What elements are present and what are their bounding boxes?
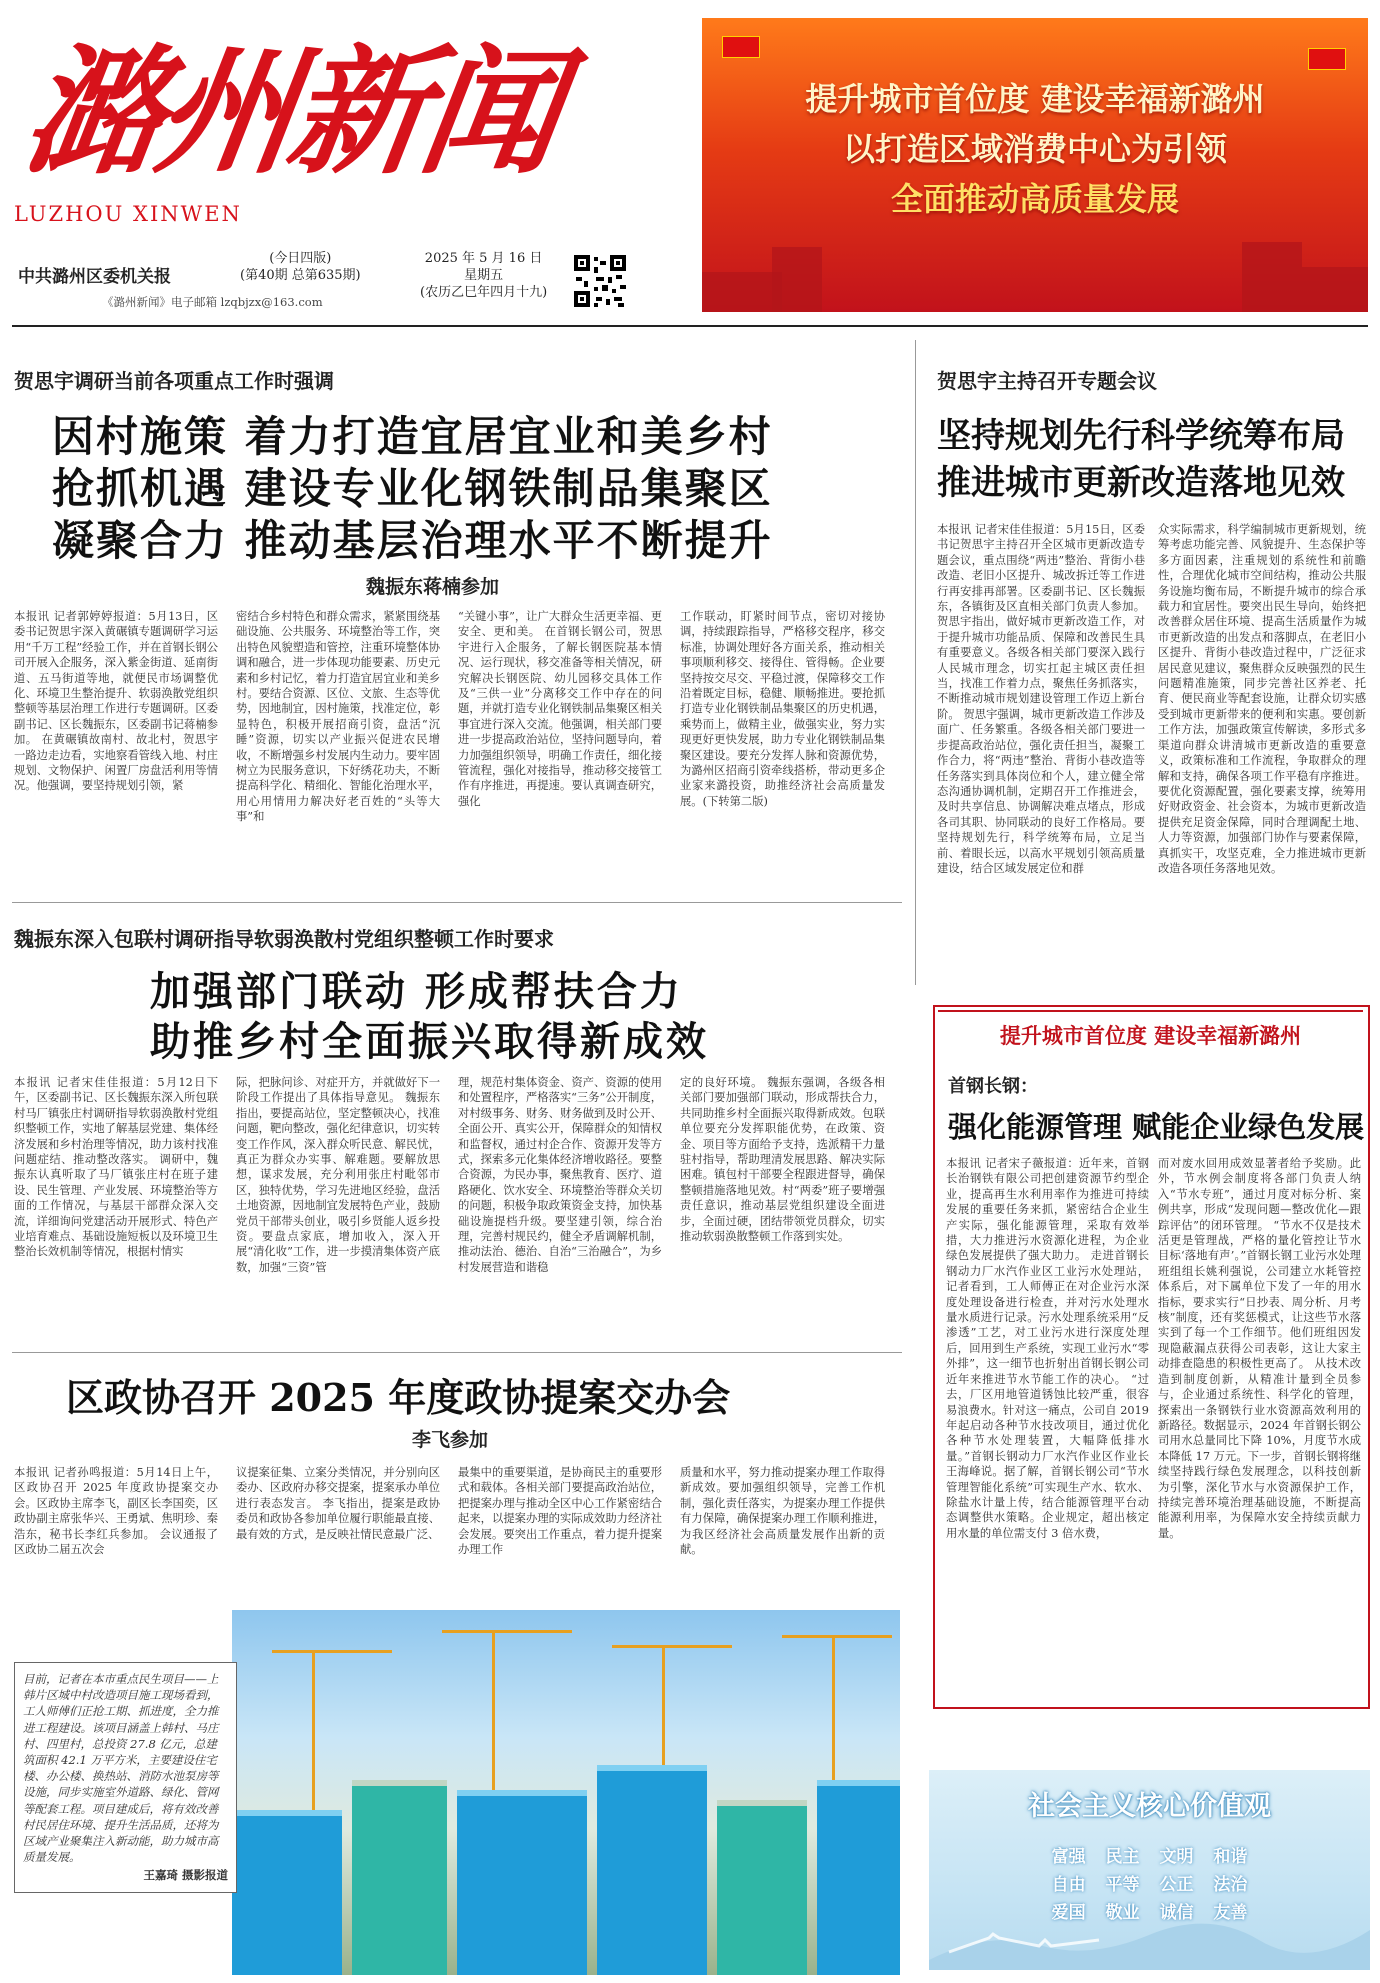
story3-column-2: 际，把脉问诊、对症开方，并就做好下一阶段工作提出了具体指导意见。 魏振东指出，要提高站位，坚定整顿决心，找准问题，靶向整改，强化纪律意识，切实转变工作作风，深入群众听民意、解民忧，真正为群众办实事、解难题。要解放思想，谋求发展，充分利用张庄村毗邻市区，独特优势，学习先进地区经验，盘活土地资源，因地制宜发展特色产业，鼓励党员干部带头创业，吸引乡贤能人返乡投资。要盘点家底，增加收入，深入开展“清化收”工作，进一步摸清集体资产底数，加强“三资”管 bbox=[236, 1076, 440, 1274]
publisher-name: 中共潞州区委机关报 bbox=[18, 267, 171, 287]
story4-column-1: 本报讯 记者孙鸣报道：5月14日上午，区政协召开 2025 年度政协提案交办会。区政协主席李飞，副区长李国奕，区政协副主席张华兴、王勇斌、焦明珍、秦浩东，秘书长李红兵参加。 会议通报了区政协二届五次会 bbox=[14, 1466, 218, 1557]
story2-headline-2: 推进城市更新改造落地见效 bbox=[937, 463, 1345, 503]
story2-kicker: 贺思宇主持召开专题会议 bbox=[937, 369, 1157, 393]
story4-headline: 区政协召开 2025 年度政协提案交办会 bbox=[66, 1375, 731, 1420]
date-weekday: 星期五 bbox=[464, 268, 504, 283]
story1-column-4: 工作联动，盯紧时间节点，密切对接协调，持续跟踪指导，严格移交程序，移交标准，协调处理好各方面关系，推动相关事项顺利移交、接得住、管得畅。企业要坚持按交尽交、平稳过渡，保障移交工作沿着既定目标，稳健、顺畅推进。要抢抓打造专业化钢铁制品集聚区的历史机遇，乘势而上，做精主业，做强实业，努力实现更好更快发展，助力专业化钢铁制品集聚区建设。要充分发挥人脉和资源优势，为潞州区招商引资牵线搭桥，带动更多企业家来潞投资，助推经济社会高质量发展。(下转第二版) bbox=[680, 610, 885, 808]
photo-credit: 王嘉琦 摄影报道 bbox=[143, 1868, 228, 1883]
qr-code-icon[interactable] bbox=[572, 250, 628, 312]
column-divider bbox=[915, 340, 916, 985]
feature-headline: 强化能源管理 赋能企业绿色发展 bbox=[948, 1110, 1365, 1144]
edition-pages: (今日四版) bbox=[269, 251, 332, 266]
story2-column-1: 本报讯 记者宋佳佳报道：5月15日，区委书记贺思宇主持召开全区城市更新改造专题会议，重点围绕“两违”整治、背街小巷改造、老旧小区提升、城改拆迁等工作进行再安排再部署。区委副书记、区长魏振东，各镇街及区直相关部门负责人参加。 贺思宇指出，做好城市更新改造工作，对于提升城市功能品质、保障和改善民生具有重要意义。各级各相关部门要深入践行人民城市理念，切实扛起主城区责任担当，找准工作着力点，聚焦任务抓落实，不断推动城市规划建设管理工作迈上新台阶。 贺思宇强调，城市更新改造工作涉及面广、任务繁重。各级各相关部门要进一步提高政治站位，强化责任担当，凝聚工作合力，将“两违”整治、背街小巷改造等任务落实到具体岗位和个人，建立健全常态沟通协调机制，定期召开工作推进会，及时共享信息、协调解决难点堵点，形成各司其职、协同联动的良好工作格局。要坚持规划先行，科学统筹布局，立足当前、着眼长远，以高水平规划引领高质量建设，结合区域发展定位和群 bbox=[937, 523, 1145, 875]
logo-pinyin: LUZHOU XINWEN bbox=[14, 202, 242, 226]
banner-line-3: 全面推动高质量发展 bbox=[890, 180, 1179, 218]
edition-number: (第40期 总第635期) bbox=[240, 268, 361, 283]
story4-column-2: 议提案征集、立案分类情况，并分别向区委办、区政府办移交提案，提案承办单位进行表态发言。 李飞指出，提案是政协委员和政协各参加单位履行职能最直接、最有效的方式，是反映社情民意最广泛、 bbox=[236, 1466, 440, 1541]
story1-column-1: 本报讯 记者郭婷婷报道：5月13日，区委书记贺思宇深入黄碾镇专题调研学习运用“千万工程”经验工作，并在首钢长钢公司开展入企服务，深入紫金街道、延南街道、五马街道等地，就便民市场调整优化、环境卫生整治提升、软弱涣散党组织整顿等基层治理工作进行专题调研。区委副书记、区长魏振东，区委副书记蒋楠参加。 在黄碾镇故南村、故北村，贺思宇一路边走边看，实地察看管线入地、村庄规划、文物保护、闲置厂房盘活利用等情况。他强调，要坚持规划引领，紧 bbox=[14, 610, 218, 793]
story2-headline-1: 坚持规划先行科学统筹布局 bbox=[937, 416, 1345, 456]
story4-column-4: 质量和水平，努力推动提案办理工作取得新成效。要加强组织领导，完善工作机制，强化责任落实，为提案办理工作提供有力保障，确保提案办理工作顺利推进，为我区经济社会高质量发展作出新的贡献。 bbox=[680, 1466, 885, 1557]
story1-column-3: “关键小事”，让广大群众生活更幸福、更安全、更和美。 在首钢长钢公司，贺思宇进行入企服务，了解长钢医院基本情况、运行现状，移交准备等相关情况，研究解决长钢医院、幼儿园移交具体工作及“三供一业”分离移交工作中存在的问题，并就打造专业化钢铁制品集聚区相关事宜进行深入交流。他强调，相关部门要进一步提高政治站位，坚持问题导向，着力加强组织领导，明确工作责任，细化接管流程，强化对接指导，推动移交接管工作有序推进，再提速。要认真调查研究，强化 bbox=[458, 610, 662, 808]
feature-section-title: 提升城市首位度 建设幸福新潞州 bbox=[999, 1023, 1302, 1048]
core-values-row-2: 自由 平等 公正 法治 bbox=[1051, 1875, 1248, 1895]
core-values-ad bbox=[929, 1770, 1370, 1970]
newspaper-logo bbox=[14, 12, 566, 193]
section-rule bbox=[12, 902, 902, 903]
feature-company: 首钢长钢： bbox=[948, 1076, 1038, 1097]
story4-subhead: 李飞参加 bbox=[412, 1429, 489, 1451]
edition-info bbox=[240, 250, 361, 284]
core-values-row-3: 爱国 敬业 诚信 友善 bbox=[1051, 1903, 1248, 1923]
story3-headline-1: 加强部门联动 形成帮扶合力 bbox=[150, 968, 683, 1015]
date-lunar: (农历乙巳年四月十九) bbox=[420, 285, 548, 300]
story2-column-2: 众实际需求，科学编制城市更新规划，统筹考虑功能完善、风貌提升、生态保护等多方面因素，注重规划的系统性和前瞻性，合理优化城市空间结构，推动公共服务设施均衡布局，不断提升城市的综合承载力和宜居性。要突出民生导向，始终把改善群众居住环境、提高生活质量作为城市更新改造的出发点和落脚点，在老旧小区提升、背街小巷改造过程中，广泛征求居民意见建议，聚焦群众反映强烈的民生问题精准施策，同步完善社区养老、托育、便民商业等配套设施，让群众切实感受到城市更新带来的便利和实惠。要创新工作方法，加强政策宣传解读，多形式多渠道向群众讲清城市更新改造的重要意义，政策标准和工作流程，争取群众的理解和支持，确保各项工作平稳有序推进。要优化资源配置，强化要素支撑，统筹用好财政资金、社会资本，为城市更新改造提供充足资金保障，同时合理调配土地、人力等资源，加强部门协作与要素保障，真抓实干，攻坚克难，全力推进城市更新改造各项任务落地见效。 bbox=[1158, 523, 1366, 875]
feature-column-2: 而对废水回用成效显著者给予奖励。此外，节水例会制度将各部门负责人纳入“节水专班”，通过月度对标分析、案例共享，形成“发现问题—整改优化—跟踪评估”的闭环管理。 “节水不仅是技术活更是管理战，严格的量化管控让节水目标‘落地有声’。”首钢长钢工业污水处理班组组长姚利强说，公司建立水耗管控体系后，对下属单位下发了一年的用水指标，要求实行“日抄表、周分析、月考核”制度，还有奖惩模式，让这些节水落实到了每一个工作细节。他们班组因发现隐蔽漏点获得公司表彰，这让大家主动排查隐患的积极性更高了。 从技术改造到制度创新，从精准计量到全员参与，企业通过系统性、科学化的管理，探索出一条钢铁行业水资源高效利用的新路径。数据显示，2024 年首钢长钢公司用水总量同比下降 10%，月度节水成本降低 17 万元。下一步，首钢长钢将继续坚持践行绿色发展理念，以科技创新为引擎，深化节水与水资源保护工作，持续完善环境治理基础设施，不断提高能源利用率，为保障水安全持续贡献力量。 bbox=[1158, 1157, 1361, 1540]
logo-calligraphy: 潞州新闻 bbox=[14, 30, 566, 193]
email-line: 《潞州新闻》电子邮箱 lzqbjzx@163.com bbox=[102, 295, 323, 309]
feature-top-bar bbox=[938, 1010, 1363, 1012]
photo-caption bbox=[14, 1662, 237, 1893]
banner-line-2: 以打造区域消费中心为引领 bbox=[842, 130, 1227, 168]
story1-subhead: 魏振东蒋楠参加 bbox=[366, 576, 500, 598]
story4-column-3: 最集中的重要渠道，是协商民主的重要形式和载体。各相关部门要提高政治站位，把提案办理与推动全区中心工作紧密结合起来，以提案办理的实际成效助力经济社会发展。要突出工作重点，着力提升提案办理工作 bbox=[458, 1466, 662, 1557]
section-rule bbox=[12, 1352, 902, 1353]
story1-kicker: 贺思宇调研当前各项重点工作时强调 bbox=[14, 369, 334, 393]
core-values-title: 社会主义核心价值观 bbox=[1028, 1791, 1271, 1822]
construction-site-photo bbox=[232, 1610, 900, 1975]
photo-caption-text: 目前，记者在本市重点民生项目——上韩片区城中村改造项目施工现场看到，工人师傅们正抢工期、抓进度，全力推进工程建设。该项目涵盖上韩村、马庄村、四里村，总投资 27.8 亿元，总建筑面积 42.1 万平方米，主要建设住宅楼、办公楼、换热站、消防水池泵房等设施，同步实施室外道路、绿化、管网等配套工程。项目建成后，将有效改善村民居住环境、提升生活品质，还将为区域产业聚集注入新动能，助力城市高质量发展。 bbox=[23, 1672, 219, 1865]
story3-headline-2: 助推乡村全面振兴取得新成效 bbox=[150, 1018, 709, 1065]
story3-column-1: 本报讯 记者宋佳佳报道：5月12日下午，区委副书记、区长魏振东深入所包联村马厂镇张庄村调研指导软弱涣散村党组织整顿工作，实地了解基层党建、集体经济发展和乡村治理等情况，助力该村找准问题症结、推动整改落实。 调研中，魏振东认真听取了马厂镇张庄村在班子建设、民生管理、产业发展、环境整治等方面的工作情况，与基层干部群众深入交流，详细询问党建活动开展形式、特色产业培育难点、基础设施短板以及环境卫生整治长效机制等情况，根据村情实 bbox=[14, 1076, 218, 1259]
masthead-rule bbox=[12, 325, 1368, 327]
story1-headline-1: 因村施策 着力打造宜居宜业和美乡村 bbox=[52, 412, 773, 461]
story1-column-2: 密结合乡村特色和群众需求，紧紧围绕基础设施、公共服务、环境整治等工作，突出特色风貌塑造和管控，注重环境整体协调和融合，进一步体现功能要素、历史元素和乡村记忆，着力打造宜居宜业和美乡村。要结合资源、区位、文旅、生态等优势，因地制宜，因村施策，找准定位，彰显特色，积极开展招商引资，盘活“沉睡”资源，切实以产业振兴促进农民增收，不断增强乡村发展内生动力。要牢固树立为民服务意识，下好绣花功夫，不断提高科学化、精细化、智能化治理水平，用心用情用力解决好老百姓的“头等大事”和 bbox=[236, 610, 440, 824]
date-gregorian: 2025 年 5 月 16 日 bbox=[424, 251, 543, 266]
feature-column-1: 本报讯 记者宋子薇报道：近年来，首钢长治钢铁有限公司把创建资源节约型企业，提高再生水利用率作为推进可持续发展的重要任务来抓，紧密结合企业生产实际，强化能源管理，采取有效举措，大力推进污水资源化进程，为企业绿色发展提供了强大助力。 走进首钢长钢动力厂水汽作业区工业污水处理站，记者看到，工人师傅正在对企业污水深度处理设备进行检查，并对污水处理水量水质进行记录。污水处理系统采用“反渗透”工艺，对工业污水进行深度处理后，回用到生产系统，实现工业污水“零外排”，这一细节也折射出首钢长钢公司近年来推进节水节能工作的决心。 “过去，厂区用地管道锈蚀比较严重，很容易浪费水。针对这一痛点，公司自 2019 年起启动各种节水技改项目，通过优化各种节水处理装置，大幅降低排水量。”首钢长钢动力厂水汽作业区作业长王海峰说。据了解，首钢长钢公司“节水管理智能化系统”可实现生产水、软水、除盐水计量上传，结合能源管理平台动态调整供水策略。企业规定，超出核定用水量的单位需支付 3 倍水费， bbox=[946, 1157, 1149, 1540]
story3-column-3: 理，规范村集体资金、资产、资源的使用和处置程序，严格落实“三务”公开制度，对村级事务、财务、财务做到及时公开、全面公开、真实公开，保障群众的知情权和监督权，通过村企合作、资源开发等方式，探索多元化集体经济增收路径。要整合资源，为民办事，聚焦教育、医疗、道路硬化、饮水安全、环境整治等群众关切的问题，积极争取政策资金支持，加快基础设施提档升级。要坚建引领，综合治理，完善村规民约，健全矛盾调解机制，推动法治、德治、自治“三治融合”，为乡村发展营造和谐稳 bbox=[458, 1076, 662, 1274]
story1-headline-3: 凝聚合力 推动基层治理水平不断提升 bbox=[52, 516, 773, 565]
story1-headline-2: 抢抓机遇 建设专业化钢铁制品集聚区 bbox=[52, 464, 773, 513]
issue-date bbox=[420, 250, 547, 301]
banner-line-1: 提升城市首位度 建设幸福新潞州 bbox=[805, 80, 1265, 118]
story3-column-4: 定的良好环境。 魏振东强调，各级各相关部门要加强部门联动，形成帮扶合力，共同助推乡村全面振兴取得新成效。包联单位要充分发挥职能优势，在政策、资金、项目等方面给予支持，选派精干力量驻村指导，帮助理清发展思路、解决实际困难。镇包村干部要全程跟进督导，确保整顿措施落地见效。村“两委”班子要增强责任意识，推动基层党组织建设全面进步，全面过硬，团结带领党员群众，切实推动软弱涣散整顿工作落到实处。 bbox=[680, 1076, 885, 1244]
headline-banner bbox=[702, 18, 1368, 312]
core-values-row-1: 富强 民主 文明 和谐 bbox=[1051, 1847, 1248, 1867]
story3-kicker: 魏振东深入包联村调研指导软弱涣散村党组织整顿工作时要求 bbox=[14, 927, 554, 951]
